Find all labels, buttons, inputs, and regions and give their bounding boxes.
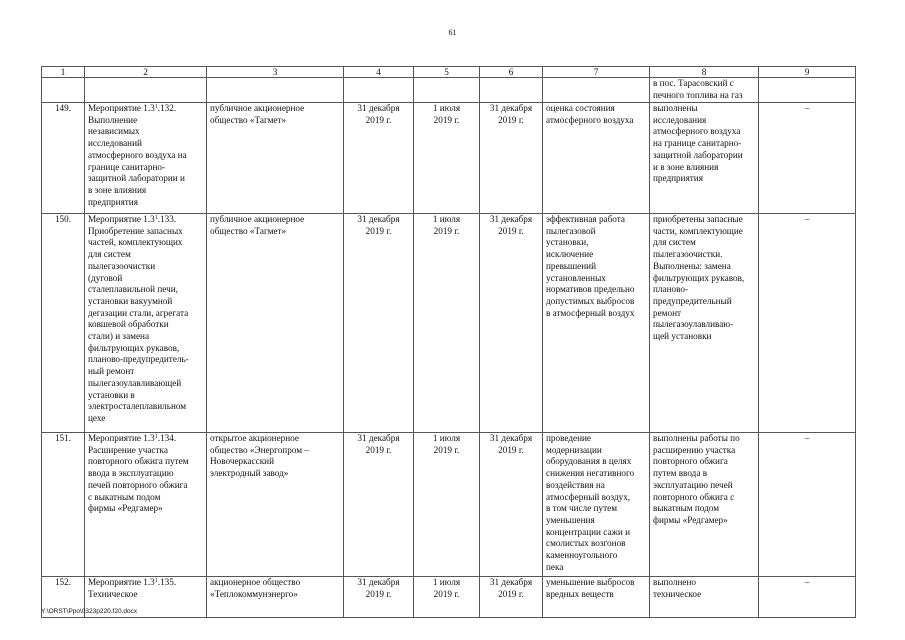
row-number: 151. [42, 433, 85, 577]
deadline-cell: 31 декабря 2019 г. [344, 214, 414, 433]
row-number: 149. [42, 103, 85, 214]
header-cell: 1 [42, 67, 85, 78]
continuation-row [42, 78, 856, 103]
start-date-cell: 1 июля 2019 г. [414, 214, 480, 433]
measure-cell: Мероприятие $1.3^1.135$. Техническое [85, 577, 207, 618]
actual-result-cell: приобретены запасные части, комплектующие для систем пылегазоочистки. Выполнены: замена фильтрующих рукавов, планово- предупредительный ремонт пылегазоулавливаю- щей установки [650, 214, 759, 433]
row-number: 152. [42, 577, 85, 618]
header-cell: 3 [207, 67, 344, 78]
expected-result-cell: проведение модернизации оборудования в целях снижения негативного воздействия на атмосферный воздух, в том числе путем уменьшения концентрации сажи и смолистых возгонов каменноугольного пека [543, 433, 650, 577]
header-cell: 5 [414, 67, 480, 78]
end-date-cell: 31 декабря 2019 г. [480, 577, 543, 618]
continuation-text: в пос. Тарасовский с печного топлива на газ [650, 78, 759, 103]
header-cell: 6 [480, 67, 543, 78]
expected-result-cell: уменьшение выбросов вредных веществ [543, 577, 650, 618]
actual-result-cell: выполнены работы по расширению участка повторного обжига путем ввода в эксплуатацию печей повторного обжига с выкатным подом фирмы «Редгамер» [650, 433, 759, 577]
end-date-cell: 31 декабря 2019 г. [480, 214, 543, 433]
organization-cell: публичное акционерное общество «Тагмет» [207, 103, 344, 214]
header-cell: 7 [543, 67, 650, 78]
note-cell: – [759, 103, 856, 214]
organization-cell: акционерное общество «Теплокоммунэнерго» [207, 577, 344, 618]
header-cell: 4 [344, 67, 414, 78]
measure-cell: Мероприятие $1.3^1.134$. Расширение участка повторного обжига путем ввода в эксплуатацию печей повторного обжига с выкатным подом фирмы «Редгамер» [85, 433, 207, 577]
file-path-footer: Y:\ORST\Ppo\0323p220.f20.docx [41, 608, 138, 615]
header-cell: 8 [650, 67, 759, 78]
measure-cell: Мероприятие $1.3^1.132$. Выполнение независимых исследований атмосферного воздуха на границе санитарно- защитной лаборатории и в зоне влияния предприятия [85, 103, 207, 214]
start-date-cell: 1 июля 2019 г. [414, 577, 480, 618]
measures-table [41, 66, 856, 618]
table-row [42, 577, 856, 618]
page-number: 61 [448, 28, 457, 37]
table-row [42, 433, 856, 577]
header-row [42, 67, 856, 78]
measure-cell: Мероприятие $1.3^1.133$. Приобретение запасных частей, комплектующих для систем пылегазоочистки (дуговой сталеплавильной печи, установки вакуумной дегазации стали, агрегата ковшевой обработки стали) и замена фильтрующих рукавов, планово-предупредитель- ный ремонт пылегазоулавливающей установки в электросталеплавильном цехе [85, 214, 207, 433]
start-date-cell: 1 июля 2019 г. [414, 433, 480, 577]
organization-cell: публичное акционерное общество «Тагмет» [207, 214, 344, 433]
table-row [42, 214, 856, 433]
header-cell: 9 [759, 67, 856, 78]
row-number: 150. [42, 214, 85, 433]
note-cell: – [759, 577, 856, 618]
end-date-cell: 31 декабря 2019 г. [480, 433, 543, 577]
actual-result-cell: выполнено техническое [650, 577, 759, 618]
deadline-cell: 31 декабря 2019 г. [344, 433, 414, 577]
actual-result-cell: выполнены исследования атмосферного воздуха на границе санитарно- защитной лаборатории и в зоне влияния предприятия [650, 103, 759, 214]
organization-cell: открытое акционерное общество «Энергопром – Новочеркасский электродный завод» [207, 433, 344, 577]
expected-result-cell: оценка состояния атмосферного воздуха [543, 103, 650, 214]
note-cell: – [759, 214, 856, 433]
table-row [42, 103, 856, 214]
end-date-cell: 31 декабря 2019 г. [480, 103, 543, 214]
deadline-cell: 31 декабря 2019 г. [344, 103, 414, 214]
start-date-cell: 1 июля 2019 г. [414, 103, 480, 214]
deadline-cell: 31 декабря 2019 г. [344, 577, 414, 618]
note-cell: – [759, 433, 856, 577]
header-cell: 2 [85, 67, 207, 78]
expected-result-cell: эффективная работа пылегазовой установки, исключение превышений установленных нормативов предельно допустимых выбросов в атмосферный воздух [543, 214, 650, 433]
